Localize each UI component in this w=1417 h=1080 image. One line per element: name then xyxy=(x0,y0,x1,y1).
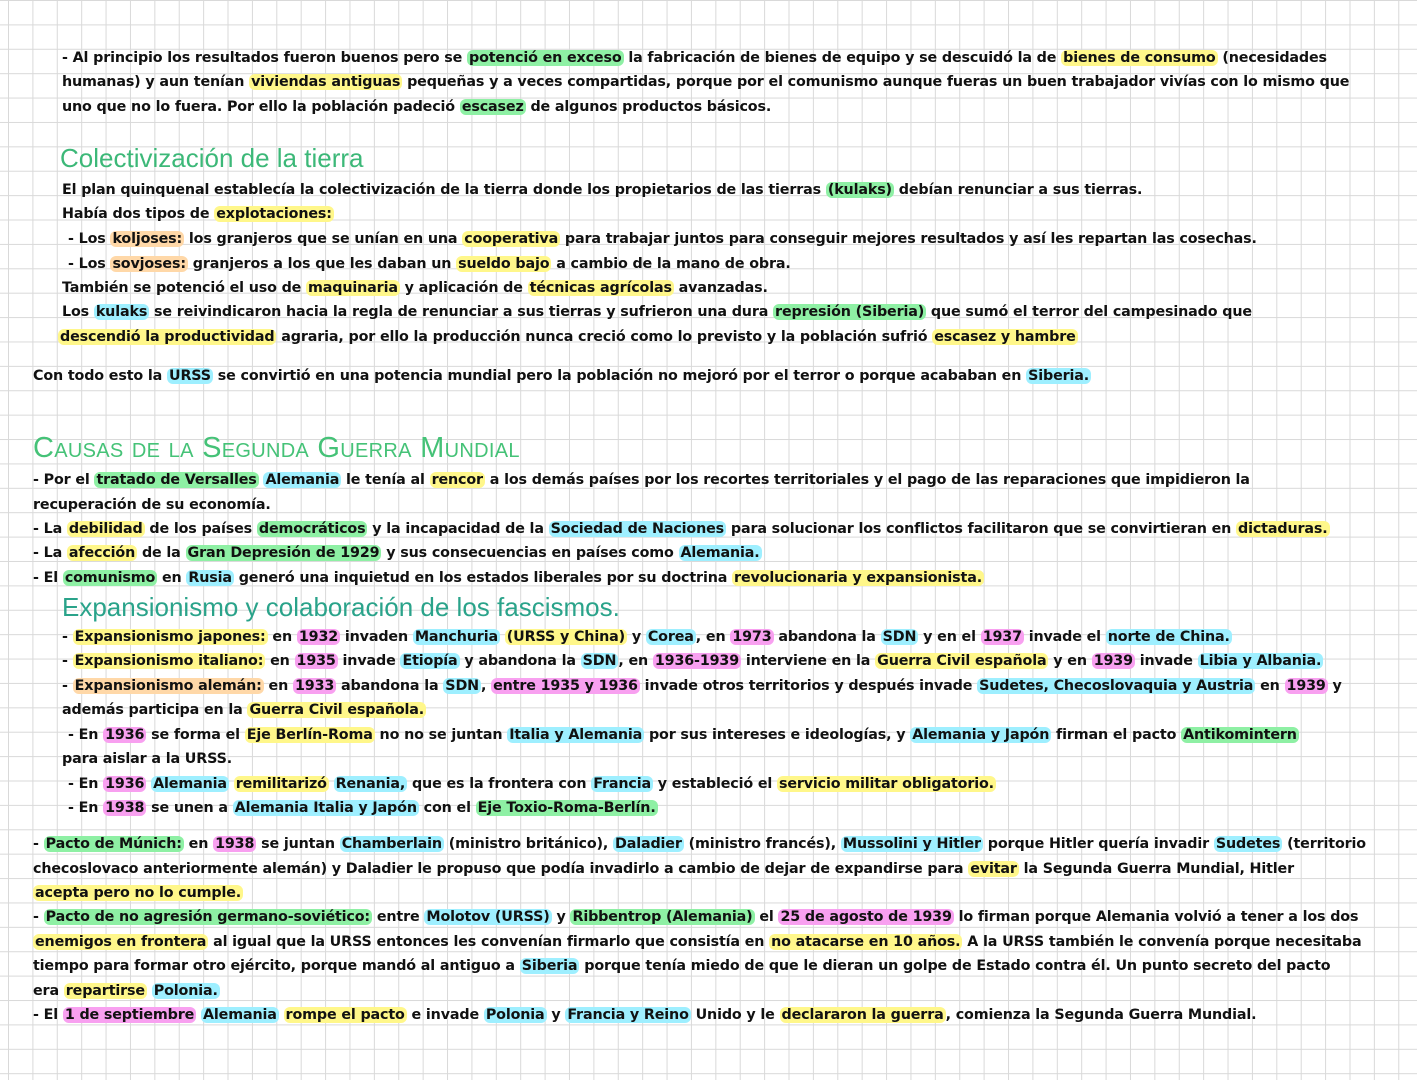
note-text: y estableció el xyxy=(652,776,777,792)
note-text: era xyxy=(33,983,64,999)
highlighted-text: evitar xyxy=(970,861,1017,877)
highlighted-text: técnicas agrícolas xyxy=(529,280,672,296)
note-text: - xyxy=(33,836,44,852)
highlighted-text: escasez xyxy=(461,99,524,115)
highlighted-text: Pacto de no agresión germano-soviético: xyxy=(45,909,370,925)
highlighted-text: kulaks xyxy=(95,304,148,320)
note-text: y aplicación de xyxy=(399,280,528,296)
note-text: (necesidades xyxy=(1217,50,1327,66)
note-text: humanas) y aun tenían xyxy=(62,74,250,90)
note-text: granjeros a los que les daban un xyxy=(187,256,457,272)
note-text: - El xyxy=(33,570,63,586)
note-text: - xyxy=(62,629,73,645)
note-text: en xyxy=(1255,678,1285,694)
note-text: y xyxy=(551,909,571,925)
note-text: - xyxy=(62,678,73,694)
highlighted-text: 1939 xyxy=(1093,653,1133,669)
note-text: y xyxy=(546,1007,566,1023)
note-text: de los países xyxy=(144,521,257,537)
note-text: invade xyxy=(337,653,401,669)
note-line xyxy=(68,774,996,794)
note-text: para trabajar juntos para conseguir mejores resultados y así les repartan las cosechas. xyxy=(560,231,1257,247)
note-line xyxy=(62,676,1342,696)
highlighted-text: 1936 xyxy=(105,776,145,792)
highlighted-text: Eje Toxio-Roma-Berlín. xyxy=(477,800,656,816)
highlighted-text: dictaduras. xyxy=(1238,521,1328,537)
highlighted-text: Expansionismo alemán: xyxy=(74,678,262,694)
highlighted-text: (kulaks) xyxy=(827,182,892,198)
note-line xyxy=(33,981,220,1001)
note-text: y en el xyxy=(918,629,981,645)
highlighted-text: democráticos xyxy=(258,521,366,537)
note-text: se convirtió en una potencia mundial pero la población no mejoró por el terror o porque acababan en xyxy=(212,368,1027,384)
highlighted-text: 1933 xyxy=(294,678,335,694)
note-text xyxy=(229,776,234,792)
highlighted-text: Gran Depresión de 1929 xyxy=(187,545,380,561)
highlighted-text: Alemania Italia y Japón xyxy=(234,800,417,816)
note-text: - La xyxy=(33,545,67,561)
highlighted-text: 1935 xyxy=(296,653,336,669)
highlighted-text: Alemania xyxy=(202,1007,277,1023)
note-text: recuperación de su economía. xyxy=(33,497,271,513)
highlighted-text: Libia y Albania. xyxy=(1199,653,1322,669)
highlighted-text: 1936 xyxy=(105,727,145,743)
heading-expansionismo: Expansionismo y colaboración de los fascismos. xyxy=(62,592,620,622)
note-line xyxy=(33,519,1330,539)
highlighted-text: Molotov (URSS) xyxy=(426,909,550,925)
note-text: se reivindicaron hacia la regla de renunciar a sus tierras y sufrieron una dura xyxy=(149,304,774,320)
note-line xyxy=(68,254,791,274)
note-text: y sus consecuencias en países como xyxy=(381,545,679,561)
highlighted-text: explotaciones: xyxy=(216,206,332,222)
highlighted-text: Antikomintern xyxy=(1183,727,1297,743)
note-line xyxy=(33,883,243,903)
note-text: al igual que la URSS entonces les convenían firmarlo que consistía en xyxy=(208,934,770,950)
note-text: firman el pacto xyxy=(1051,727,1182,743)
note-text: , xyxy=(480,678,492,694)
note-text: porque Hitler quería invadir xyxy=(982,836,1214,852)
note-text: de la xyxy=(137,545,186,561)
note-text: generó una inquietud en los estados liberales por su doctrina xyxy=(233,570,733,586)
note-text: (ministro francés), xyxy=(683,836,841,852)
note-text: y la incapacidad de la xyxy=(367,521,549,537)
highlighted-text: Francia y Reino xyxy=(567,1007,689,1023)
note-text: - Al principio los resultados fueron buenos pero se xyxy=(62,50,467,66)
note-text: (territorio xyxy=(1282,836,1366,852)
highlighted-text: Expansionismo italiano: xyxy=(74,653,264,669)
note-text: en xyxy=(263,678,293,694)
highlighted-text: acepta pero no lo cumple. xyxy=(35,885,242,901)
highlighted-text: viviendas antiguas xyxy=(251,74,401,90)
note-text: Unido y le xyxy=(690,1007,780,1023)
note-text: pequeñas y a veces compartidas, porque por el comunismo aunque fueras un buen trabajador vivías con lo mismo que xyxy=(402,74,1350,90)
note-text: - El xyxy=(33,1007,63,1023)
highlighted-text: 1936-1939 xyxy=(654,653,740,669)
highlighted-text: afección xyxy=(68,545,136,561)
highlighted-text: koljoses: xyxy=(112,231,183,247)
highlighted-text: Sudetes xyxy=(1215,836,1281,852)
highlighted-text: rencor xyxy=(431,472,483,488)
note-text: A la URSS también le convenía porque necesitaba xyxy=(962,934,1362,950)
highlighted-text: Eje Berlín-Roma xyxy=(246,727,373,743)
note-line xyxy=(33,495,271,515)
note-text: invade el xyxy=(1023,629,1106,645)
note-line xyxy=(62,180,1142,200)
note-text: Los xyxy=(62,304,94,320)
highlighted-text: SDN xyxy=(445,678,479,694)
note-text: entre xyxy=(372,909,425,925)
note-line xyxy=(62,72,1349,92)
highlighted-text: servicio militar obligatorio. xyxy=(778,776,994,792)
note-text: los granjeros que se unían en una xyxy=(184,231,463,247)
note-line xyxy=(33,932,1361,952)
note-text: además participa en la xyxy=(62,702,248,718)
note-text: se forma el xyxy=(146,727,245,743)
highlighted-text: debilidad xyxy=(68,521,143,537)
note-text: abandona la xyxy=(336,678,444,694)
highlighted-text: 1937 xyxy=(982,629,1022,645)
highlighted-text: Polonia. xyxy=(153,983,218,999)
note-text: invaden xyxy=(340,629,413,645)
note-text: por sus intereses e ideologías, y xyxy=(644,727,911,743)
highlighted-text: no atacarse en 10 años. xyxy=(771,934,961,950)
note-line xyxy=(62,749,232,769)
note-line xyxy=(68,229,1257,249)
highlighted-text: Mussolini y Hitler xyxy=(842,836,981,852)
highlighted-text: bienes de consumo xyxy=(1063,50,1216,66)
highlighted-text: 1932 xyxy=(298,629,339,645)
note-line xyxy=(62,627,1232,647)
note-text: checoslovaco anteriormente alemán) y Daladier le propuso que podía invadirlo a cambio de dejar de expandirse para xyxy=(33,861,969,877)
note-line xyxy=(33,1005,1256,1025)
highlighted-text: repartirse xyxy=(65,983,145,999)
note-line xyxy=(33,366,1091,386)
highlighted-text: descendió la productividad xyxy=(60,329,275,345)
note-text: y xyxy=(627,629,646,645)
highlighted-text: Francia xyxy=(593,776,651,792)
note-line xyxy=(33,956,1330,976)
note-text: en xyxy=(183,836,214,852)
highlighted-text: Daladier xyxy=(615,836,682,852)
note-text: avanzadas. xyxy=(673,280,768,296)
note-line xyxy=(33,834,1366,854)
note-text: para solucionar los conflictos facilitaron que se convirtieran en xyxy=(726,521,1237,537)
highlighted-text: Sociedad de Naciones xyxy=(550,521,725,537)
highlighted-text: Rusia xyxy=(188,570,232,586)
note-text: con el xyxy=(418,800,476,816)
note-text: para aislar a la URSS. xyxy=(62,751,233,767)
highlighted-text: Siberia. xyxy=(1028,368,1090,384)
note-line xyxy=(68,798,658,818)
note-text: tiempo para formar otro ejército, porque mandó al antiguo a xyxy=(33,958,520,974)
note-text: a cambio de la mano de obra. xyxy=(551,256,791,272)
note-text: se juntan xyxy=(256,836,340,852)
note-line xyxy=(62,204,334,224)
note-text: , en xyxy=(618,653,653,669)
note-text: También se potenció el uso de xyxy=(62,280,307,296)
highlighted-text: 1938 xyxy=(215,836,255,852)
note-line xyxy=(62,651,1323,671)
note-text xyxy=(279,1007,284,1023)
note-line xyxy=(33,859,1294,879)
note-text: abandona la xyxy=(773,629,881,645)
note-text: en xyxy=(157,570,187,586)
note-line xyxy=(33,543,762,563)
note-line xyxy=(33,470,1250,490)
highlighted-text: escasez y hambre xyxy=(934,329,1076,345)
note-text: - Los xyxy=(68,231,111,247)
heading-colectivizacion: Colectivización de la tierra xyxy=(60,143,364,173)
note-text: el xyxy=(754,909,779,925)
highlighted-text: 1939 xyxy=(1286,678,1326,694)
highlighted-text: Ribbentrop (Alemania) xyxy=(572,909,753,925)
note-text: Con todo esto la xyxy=(33,368,167,384)
highlighted-text: declararon la guerra xyxy=(781,1007,944,1023)
highlighted-text: sovjoses: xyxy=(112,256,186,272)
note-line xyxy=(68,725,1299,745)
note-line xyxy=(62,302,1252,322)
note-text: - xyxy=(33,909,44,925)
highlighted-text: Guerra Civil española. xyxy=(249,702,425,718)
highlighted-text: 1973 xyxy=(732,629,772,645)
highlighted-text: represión (Siberia) xyxy=(775,304,925,320)
note-line xyxy=(62,97,771,117)
note-text: - xyxy=(62,653,73,669)
note-text: en xyxy=(267,629,297,645)
note-text: y en xyxy=(1048,653,1092,669)
highlighted-text: cooperativa xyxy=(464,231,559,247)
highlighted-text: Manchuria xyxy=(414,629,498,645)
highlighted-text: 1938 xyxy=(105,800,145,816)
highlighted-text: SDN xyxy=(882,629,917,645)
highlighted-text: Siberia xyxy=(521,958,578,974)
note-line xyxy=(62,700,426,720)
highlighted-text: Alemania y Japón xyxy=(912,727,1050,743)
highlighted-text: SDN xyxy=(582,653,617,669)
highlighted-text: Renania, xyxy=(335,776,406,792)
note-text: , en xyxy=(695,629,731,645)
note-text: interviene en la xyxy=(741,653,876,669)
note-line xyxy=(33,568,984,588)
highlighted-text: Alemania xyxy=(265,472,340,488)
highlighted-text: 25 de agosto de 1939 xyxy=(780,909,952,925)
highlighted-text: Guerra Civil española xyxy=(877,653,1047,669)
note-text: - En xyxy=(68,800,104,816)
highlighted-text: URSS xyxy=(168,368,211,384)
note-text: la fabricación de bienes de equipo y se descuidó la de xyxy=(623,50,1062,66)
highlighted-text: Etiopía xyxy=(402,653,458,669)
note-text: a los demás países por los recortes territoriales y el pago de las reparaciones que impidieron la xyxy=(484,472,1250,488)
note-text: no no se juntan xyxy=(374,727,508,743)
highlighted-text: Alemania. xyxy=(680,545,760,561)
note-text: (ministro británico), xyxy=(443,836,613,852)
highlighted-text: potenció en exceso xyxy=(468,50,622,66)
note-text: - Por el xyxy=(33,472,95,488)
highlighted-text: entre 1935 y 1936 xyxy=(493,678,638,694)
highlighted-text: 1 de septiembre xyxy=(64,1007,195,1023)
note-text: - La xyxy=(33,521,67,537)
note-text: la Segunda Guerra Mundial, Hitler xyxy=(1018,861,1295,877)
note-text: invade xyxy=(1134,653,1198,669)
note-text: porque tenía miedo de que le dieran un golpe de Estado contra él. Un punto secreto del pacto xyxy=(579,958,1331,974)
note-text xyxy=(329,776,334,792)
highlighted-text: Expansionismo japones: xyxy=(74,629,266,645)
heading-causas: Causas de la Segunda Guerra Mundial xyxy=(33,432,520,464)
note-text: El plan quinquenal establecía la colectivización de la tierra donde los propietarios de las tierras xyxy=(62,182,826,198)
note-text: invade otros territorios y después invade xyxy=(639,678,978,694)
note-text: - En xyxy=(68,727,104,743)
highlighted-text: Alemania xyxy=(153,776,227,792)
highlighted-text: Polonia xyxy=(485,1007,545,1023)
note-text: lo firman porque Alemania volvió a tener a los dos xyxy=(953,909,1359,925)
note-text: que sumó el terror del campesinado que xyxy=(926,304,1252,320)
highlighted-text: comunismo xyxy=(64,570,156,586)
highlighted-text: Pacto de Múnich: xyxy=(45,836,182,852)
note-text: agraria, por ello la producción nunca creció como lo previsto y la población sufrió xyxy=(276,329,933,345)
note-text: e invade xyxy=(406,1007,484,1023)
highlighted-text: enemigos en frontera xyxy=(35,934,207,950)
note-text: - En xyxy=(68,776,104,792)
highlighted-text: revolucionaria y expansionista. xyxy=(734,570,982,586)
note-text: - Los xyxy=(68,256,111,272)
note-text: y xyxy=(1327,678,1342,694)
note-line xyxy=(33,907,1358,927)
highlighted-text: Corea xyxy=(647,629,694,645)
highlighted-text: Sudetes, Checoslovaquia y Austria xyxy=(979,678,1254,694)
note-text: que es la frontera con xyxy=(407,776,592,792)
highlighted-text: Chamberlain xyxy=(341,836,442,852)
highlighted-text: rompe el pacto xyxy=(285,1007,405,1023)
note-text: y abandona la xyxy=(459,653,581,669)
highlighted-text: remilitarizó xyxy=(235,776,327,792)
note-text: , comienza la Segunda Guerra Mundial. xyxy=(945,1007,1257,1023)
note-text: se unen a xyxy=(146,800,233,816)
highlighted-text: sueldo bajo xyxy=(458,256,550,272)
highlighted-text: Italia y Alemania xyxy=(509,727,643,743)
highlighted-text: tratado de Versalles xyxy=(96,472,257,488)
note-line xyxy=(62,48,1327,68)
note-text: en xyxy=(265,653,295,669)
note-text: uno que no lo fuera. Por ello la población padeció xyxy=(62,99,460,115)
note-line xyxy=(58,327,1078,347)
note-line xyxy=(62,278,768,298)
highlighted-text: maquinaria xyxy=(308,280,398,296)
note-text: le tenía al xyxy=(341,472,430,488)
note-text: de algunos productos básicos. xyxy=(525,99,772,115)
note-text: debían renunciar a sus tierras. xyxy=(893,182,1143,198)
highlighted-text: norte de China. xyxy=(1107,629,1230,645)
highlighted-text: (URSS y China) xyxy=(506,629,625,645)
note-text: Había dos tipos de xyxy=(62,206,215,222)
